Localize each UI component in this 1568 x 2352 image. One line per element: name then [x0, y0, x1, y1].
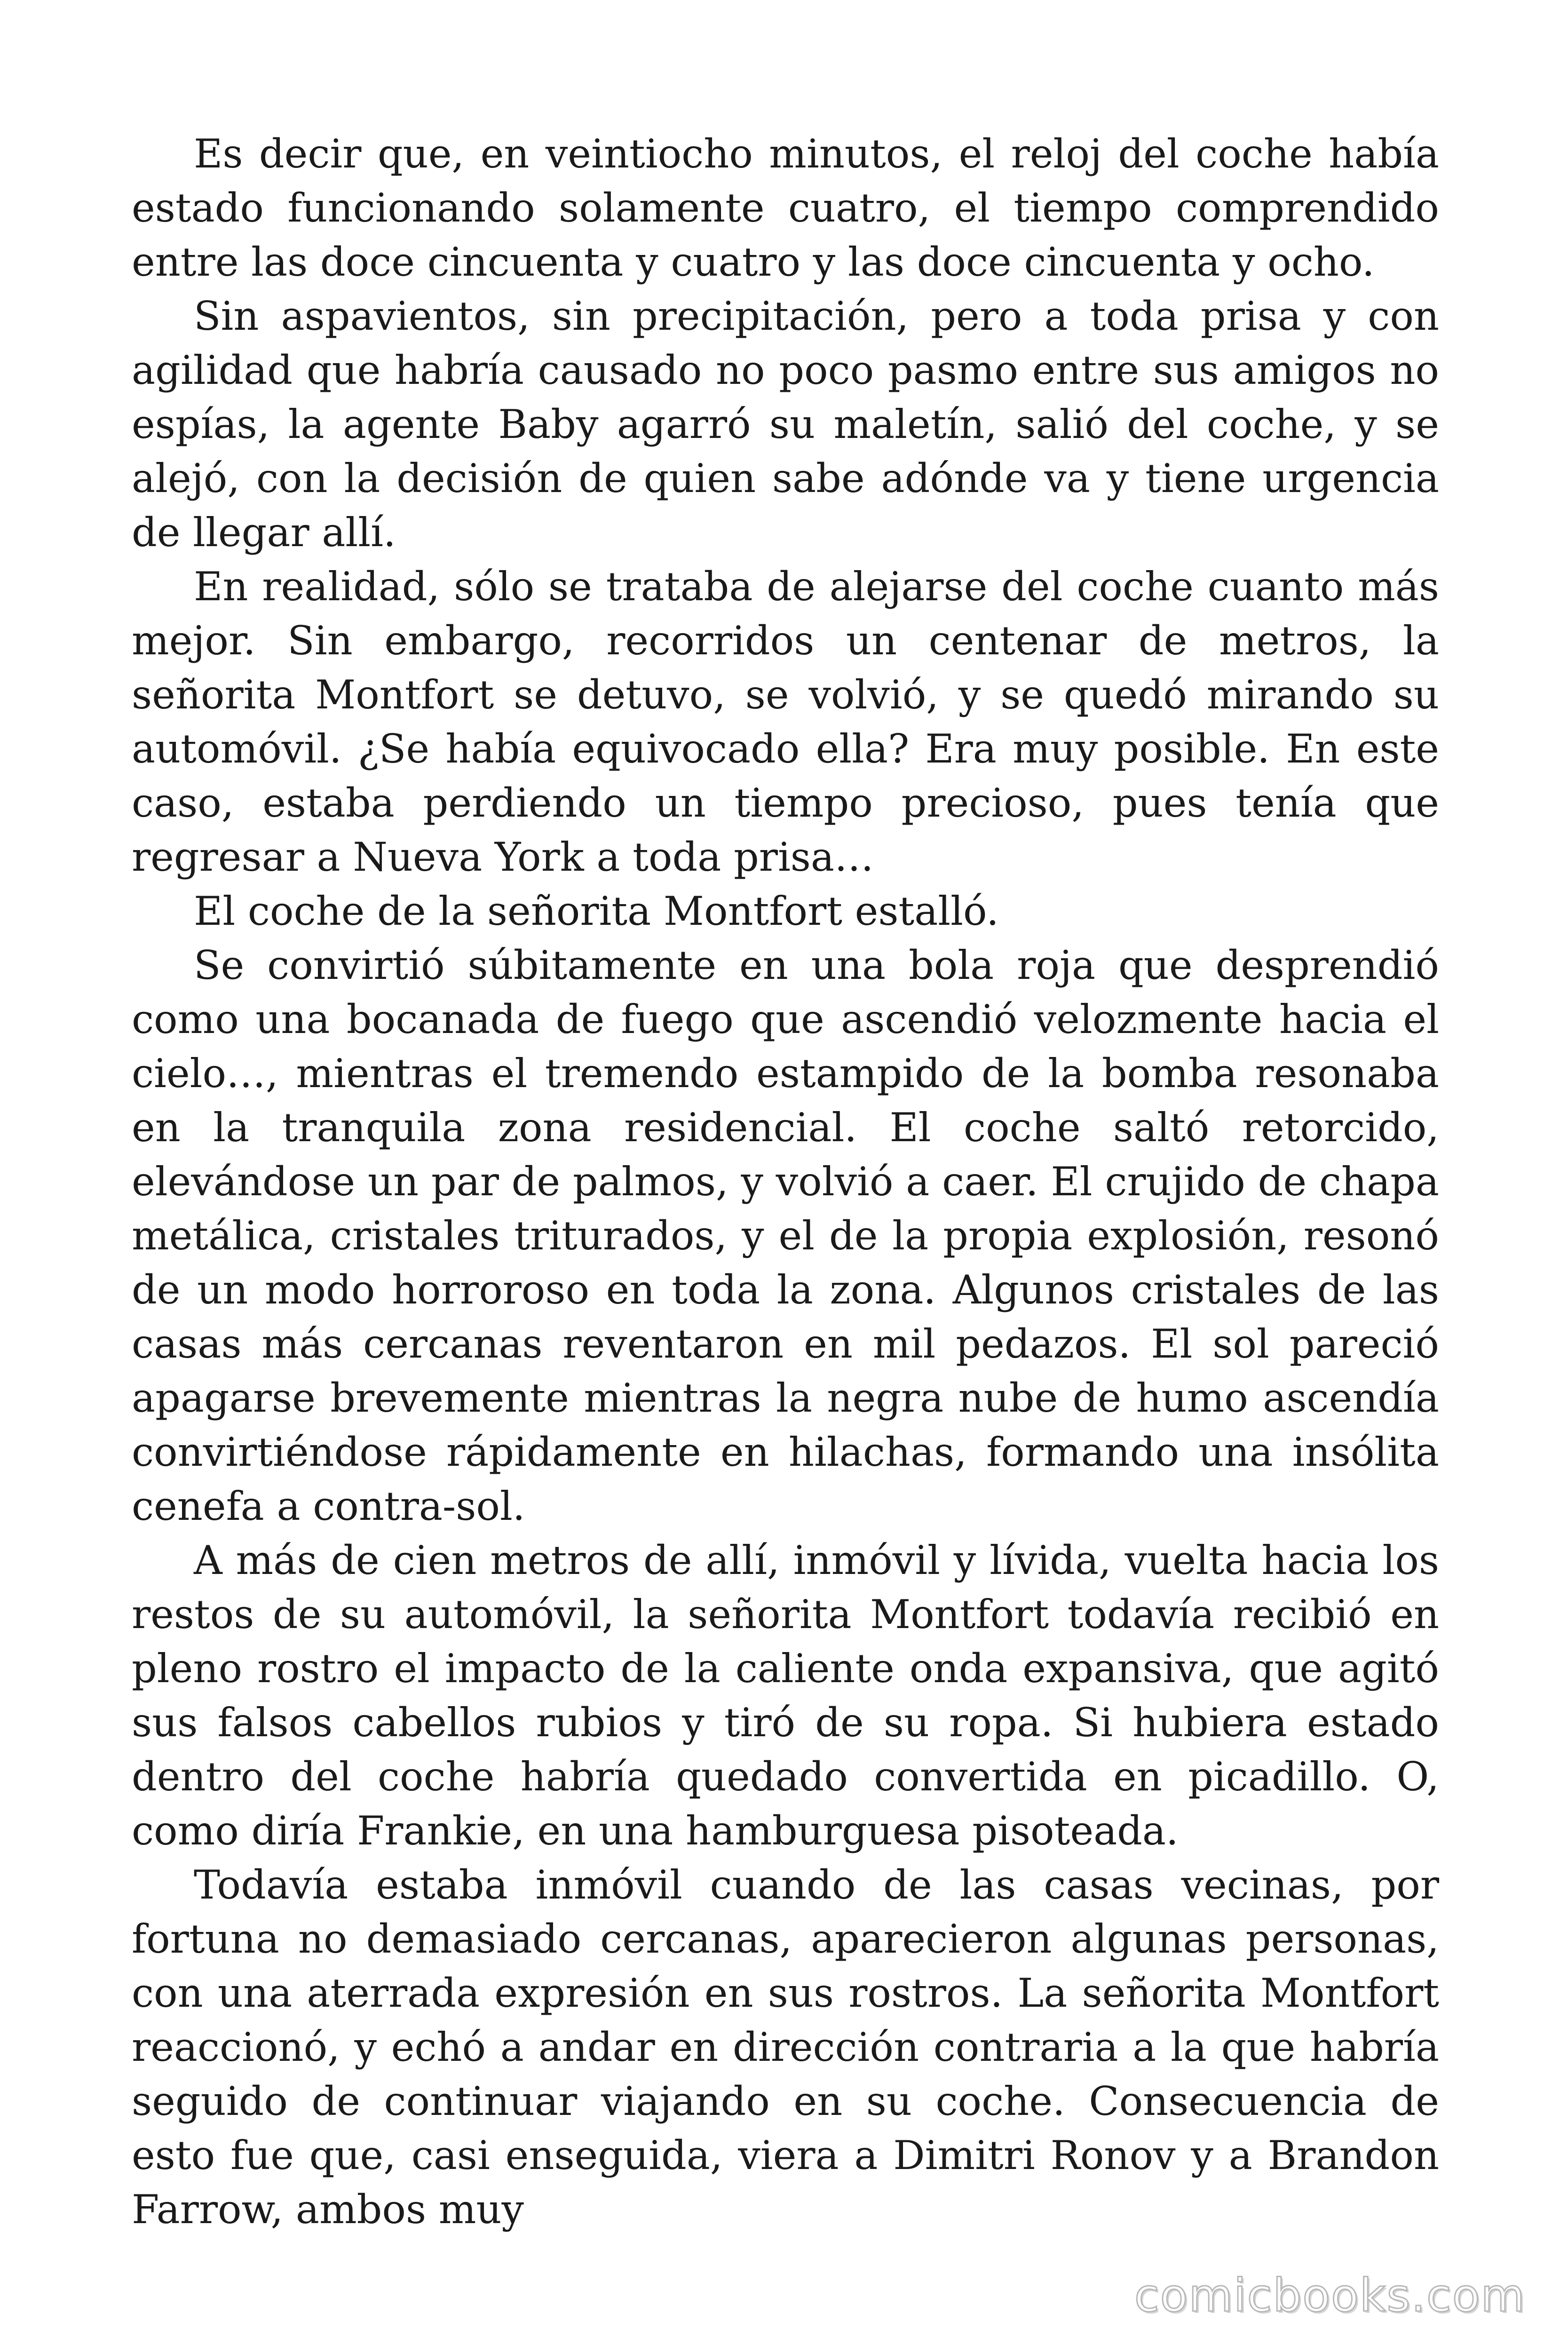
- paragraph: A más de cien metros de allí, inmóvil y lívida, vuelta hacia los restos de su automóvil, la señorita Montfort todavía recibió en pleno rostro el impacto de la caliente onda expansiva, que agitó sus falsos cabellos rubios y tiró de su ropa. Si hubiera estado dentro del coche habría quedado convertida en picadillo. O, como diría Frankie, en una hamburguesa pisoteada.: [132, 1537, 1439, 1854]
- page-body: [132, 127, 1439, 2237]
- paragraph: El coche de la señorita Montfort estalló.: [194, 888, 999, 934]
- paragraph: En realidad, sólo se trataba de alejarse del coche cuanto más mejor. Sin embargo, recorridos un centenar de metros, la señorita Montfort se detuvo, se volvió, y se quedó mirando su automóvil. ¿Se había equivocado ella? Era muy posible. En este caso, estaba perdiendo un tiempo precioso, pues tenía que regresar a Nueva York a toda prisa…: [132, 564, 1439, 880]
- paragraph: Sin aspavientos, sin precipitación, pero a toda prisa y con agilidad que habría causado no poco pasmo entre sus amigos no espías, la agente Baby agarró su maletín, salió del coche, y se alejó, con la decisión de quien sabe adónde va y tiene urgencia de llegar allí.: [132, 293, 1439, 556]
- paragraph: Se convirtió súbitamente en una bola roja que desprendió como una bocanada de fuego que ascendió velozmente hacia el cielo…, mientras el tremendo estampido de la bomba resonaba en la tranquila zona residencial. El coche saltó retorcido, elevándose un par de palmos, y volvió a caer. El crujido de chapa metálica, cristales triturados, y el de la propia explosión, resonó de un modo horroroso en toda la zona. Algunos cristales de las casas más cercanas reventaron en mil pedazos. El sol pareció apagarse brevemente mientras la negra nube de humo ascendía convirtiéndose rápidamente en hilachas, formando una insólita cenefa a contra-sol.: [132, 942, 1439, 1529]
- paragraph: Todavía estaba inmóvil cuando de las casas vecinas, por fortuna no demasiado cercanas, aparecieron algunas personas, con una aterrada expresión en sus rostros. La señorita Montfort reaccionó, y echó a andar en dirección contraria a la que habría seguido de continuar viajando en su coche. Consecuencia de esto fue que, casi enseguida, viera a Dimitri Ronov y a Brandon Farrow, ambos muy: [132, 1862, 1439, 2233]
- paragraph: Es decir que, en veintiocho minutos, el reloj del coche había estado funcionando solamente cuatro, el tiempo comprendido entre las doce cincuenta y cuatro y las doce cincuenta y ocho.: [132, 131, 1439, 285]
- watermark: comicbooks.com: [1134, 2269, 1526, 2322]
